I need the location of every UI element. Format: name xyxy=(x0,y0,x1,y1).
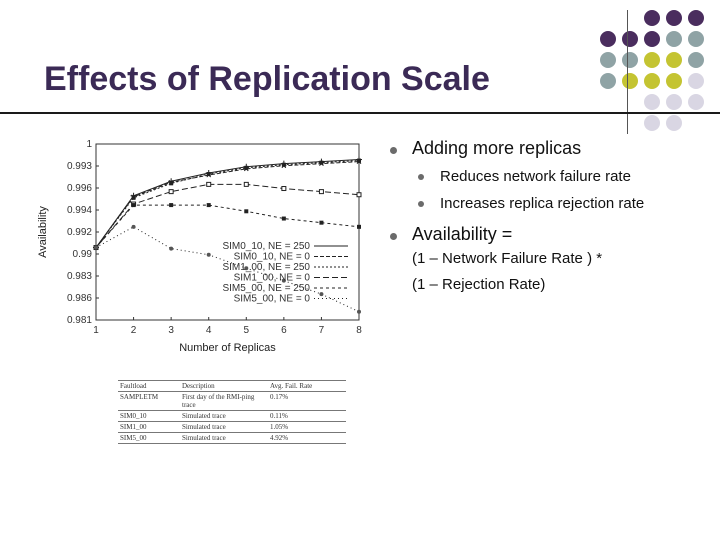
y-tick-label: 0.99 xyxy=(72,249,92,260)
availability-line-chart xyxy=(36,134,366,360)
y-tick-label: 0.986 xyxy=(66,293,92,304)
data-point xyxy=(207,253,211,257)
data-point xyxy=(132,196,136,200)
decorative-dot xyxy=(666,73,682,89)
decorative-dot xyxy=(688,94,704,110)
table-cell: SIM1_00 xyxy=(120,423,147,431)
table-cell: First day of the RMI-ping trace xyxy=(182,393,255,409)
decorative-dot xyxy=(622,73,638,89)
data-point xyxy=(282,163,286,167)
table-cell: SIM5_00 xyxy=(120,434,147,442)
decorative-dot xyxy=(644,115,660,131)
y-tick-label: 0.993 xyxy=(66,161,92,172)
table-cell: 0.11% xyxy=(270,412,288,420)
data-point xyxy=(357,193,361,197)
table-cell: Simulated trace xyxy=(182,412,226,420)
bullet-marker xyxy=(390,147,397,154)
y-axis-label: Availability xyxy=(37,206,49,258)
data-point xyxy=(357,225,361,229)
data-point xyxy=(282,217,286,221)
data-point xyxy=(207,172,211,176)
legend-entry-label: SIM0_10, NE = 250 xyxy=(222,241,310,252)
data-point xyxy=(132,203,136,207)
y-tick-label: 0.983 xyxy=(66,271,92,282)
data-point xyxy=(319,190,323,194)
y-tick-label: 0.981 xyxy=(66,315,92,326)
y-tick-label: 0.992 xyxy=(66,227,92,238)
table-header-cell: Description xyxy=(182,382,215,390)
x-tick-label: 3 xyxy=(168,325,174,336)
y-tick-label: 1 xyxy=(86,139,92,150)
table-cell: SAMPLETM xyxy=(120,393,159,401)
decorative-dot xyxy=(644,73,660,89)
data-point xyxy=(132,225,136,229)
data-point xyxy=(169,190,173,194)
data-point xyxy=(169,181,173,185)
data-point xyxy=(357,310,361,314)
data-point xyxy=(319,292,323,296)
table-cell: Simulated trace xyxy=(182,434,226,442)
table-row xyxy=(118,411,346,422)
decorative-dot xyxy=(666,94,682,110)
decorative-dot xyxy=(600,31,616,47)
legend-entry-label: SIM1_00, NE = 0 xyxy=(233,272,310,284)
decorative-dot xyxy=(688,73,704,89)
decorative-dot xyxy=(688,10,704,26)
data-point xyxy=(282,187,286,191)
x-tick-label: 7 xyxy=(318,325,325,336)
decorative-dot xyxy=(644,10,660,26)
formula-line: (1 – Network Failure Rate ) * xyxy=(412,250,603,267)
x-tick-label: 1 xyxy=(93,325,99,336)
slide-title: Effects of Replication Scale xyxy=(44,60,490,98)
x-tick-label: 4 xyxy=(205,325,212,336)
table-row xyxy=(118,422,346,433)
decorative-dot xyxy=(600,73,616,89)
data-point xyxy=(244,182,248,186)
decorative-dot xyxy=(666,10,682,26)
decorative-dot xyxy=(666,115,682,131)
data-point xyxy=(319,221,323,225)
table-header-cell: Avg. Fail. Rate xyxy=(270,382,313,390)
table-row xyxy=(118,433,346,444)
data-point xyxy=(169,203,173,207)
table-cell: SIM0_10 xyxy=(120,412,147,420)
decorative-dot xyxy=(666,52,682,68)
data-point xyxy=(319,161,323,165)
y-tick-label: 0.996 xyxy=(66,183,92,194)
table-cell: Simulated trace xyxy=(182,423,226,431)
sub-bullet-text: Reduces network failure rate xyxy=(440,168,631,185)
decorative-dot xyxy=(644,94,660,110)
decorative-dot xyxy=(622,52,638,68)
bullet-text: Adding more replicas xyxy=(412,138,582,158)
formula-line: (1 – Rejection Rate) xyxy=(412,276,546,293)
y-tick-label: 0.994 xyxy=(66,205,92,216)
sub-bullet-marker xyxy=(418,174,424,180)
x-tick-label: 6 xyxy=(281,325,287,336)
data-point xyxy=(207,203,211,207)
decorative-dot xyxy=(644,52,660,68)
decorative-dot xyxy=(622,31,638,47)
bullet-text: Availability = xyxy=(412,224,513,244)
table-cell: 1.05% xyxy=(270,423,289,431)
decorative-dot xyxy=(600,52,616,68)
table-header-row xyxy=(118,380,346,392)
x-tick-label: 8 xyxy=(356,325,362,336)
bullet-marker xyxy=(390,233,397,240)
legend-entry-label: SIM0_10, NE = 0 xyxy=(233,251,310,263)
data-point xyxy=(207,182,211,186)
data-point xyxy=(357,159,361,163)
data-point xyxy=(94,246,98,250)
decorative-vertical-line xyxy=(627,10,628,134)
data-point xyxy=(244,166,248,170)
data-point xyxy=(169,247,173,251)
decorative-dot xyxy=(688,52,704,68)
decorative-dot xyxy=(644,31,660,47)
table-header-cell: Faultload xyxy=(120,382,147,390)
decorative-dot xyxy=(666,31,682,47)
table-row xyxy=(118,392,346,411)
decorative-dot xyxy=(688,31,704,47)
legend-entry-label: SIM5_00, NE = 0 xyxy=(233,293,310,305)
x-axis-label: Number of Replicas xyxy=(179,342,276,354)
sub-bullet-text: Increases replica rejection rate xyxy=(440,195,645,212)
legend-entry-label: SIM5_00, NE = 250 xyxy=(222,283,310,294)
title-underline xyxy=(0,112,720,114)
faultload-table xyxy=(118,380,346,444)
table-cell: 4.92% xyxy=(270,434,289,442)
legend-entry-label: SIM1_00, NE = 250 xyxy=(222,262,310,273)
x-tick-label: 2 xyxy=(130,325,137,336)
data-point xyxy=(244,209,248,213)
x-tick-label: 5 xyxy=(243,325,250,336)
table-cell: 0.17% xyxy=(270,393,289,401)
sub-bullet-marker xyxy=(418,201,424,207)
